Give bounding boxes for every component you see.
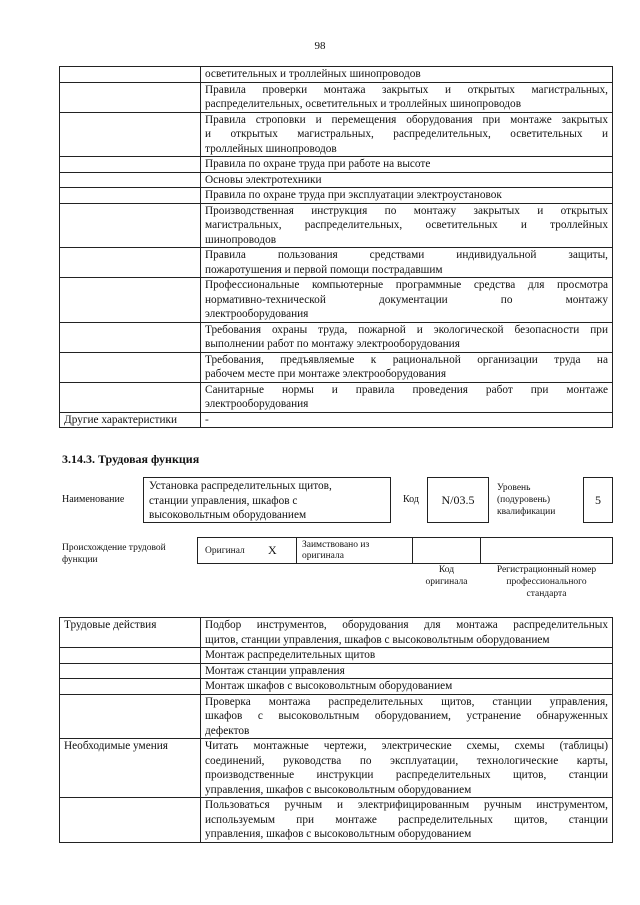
reg-number-label-line: профессионального — [506, 577, 587, 587]
row-content-line: Монтаж станции управления — [205, 664, 345, 677]
row-content-line: шкафов с высоковольтным оборудованием, устранение обнаруженных — [205, 710, 608, 722]
row-content — [201, 67, 613, 83]
row-content — [201, 172, 613, 188]
row-content-line: электрооборудования — [205, 398, 309, 410]
borrowed-label-line: оригинала — [302, 551, 344, 561]
row-content-line: осветительных и троллейных шинопроводов — [205, 68, 421, 80]
row-content — [201, 618, 613, 648]
level-value-box: 5 — [583, 477, 613, 523]
function-name-line: Установка распределительных щитов, — [149, 480, 332, 492]
row-content-line: управления, шкафов с высоковольтным оборудованием — [205, 828, 472, 840]
row-content-line: Правила пользования средствами индивидуальной защиты, — [205, 249, 608, 261]
row-label — [60, 188, 201, 204]
origin-label-line: Происхождение трудовой — [62, 543, 166, 553]
row-label: Трудовые действия — [60, 618, 201, 648]
table-row — [60, 663, 613, 679]
reg-number-label — [480, 564, 613, 600]
table-row — [60, 112, 613, 157]
row-content — [201, 188, 613, 204]
origin-code-label-line: Код — [438, 565, 455, 575]
table-row — [60, 203, 613, 248]
row-label — [60, 648, 201, 664]
level-label-line: (подуровень) — [497, 495, 551, 505]
row-label — [60, 112, 201, 157]
row-content-line: Проверка монтажа распределительных щитов, станции управления, — [205, 695, 608, 708]
function-name-line: станции управления, шкафов с — [149, 494, 298, 507]
row-content — [201, 248, 613, 278]
row-label — [60, 278, 201, 323]
original-label: Оригинал — [205, 546, 245, 556]
row-label — [60, 82, 201, 112]
row-content-line: Производственная инструкция по монтажу закрытых и открытых — [205, 204, 608, 217]
function-name-box — [143, 477, 391, 523]
origin-label — [62, 542, 166, 566]
row-content-line: Монтаж шкафов с высоковольтным оборудованием — [205, 680, 453, 692]
origin-code-label — [412, 564, 481, 588]
table-row — [60, 82, 613, 112]
table-row — [60, 278, 613, 323]
level-label — [497, 482, 555, 518]
row-content-line: троллейных шинопроводов — [205, 142, 337, 155]
name-label: Наименование — [62, 494, 125, 505]
row-content — [201, 694, 613, 739]
borrowed-label-line: Заимствовано из — [302, 540, 370, 550]
table-row — [60, 322, 613, 352]
reg-number-label-line: стандарта — [526, 589, 567, 599]
table-row — [60, 172, 613, 188]
origin-code-cell — [412, 537, 481, 564]
level-label-line: Уровень — [497, 483, 531, 493]
row-content-line: пожаротушения и первой помощи пострадавшим — [205, 263, 443, 276]
row-label — [60, 694, 201, 739]
table-row — [60, 67, 613, 83]
row-content — [201, 278, 613, 323]
row-label — [60, 798, 201, 843]
row-content — [201, 798, 613, 843]
row-content-line: рабочем месте при монтаже электрооборудования — [205, 368, 447, 380]
row-content-line: Правила проверки монтажа закрытых и открытых магистральных, — [205, 83, 608, 96]
reg-number-cell — [480, 537, 613, 564]
row-content — [201, 679, 613, 695]
row-content-line: Пользоваться ручным и электрифицированным ручным инструментом, — [205, 799, 608, 811]
row-content — [201, 382, 613, 412]
reg-number-label-line: Регистрационный номер — [496, 565, 597, 575]
row-content-line: распределительных, осветительных и троллейных шинопроводов — [205, 98, 522, 110]
table-row — [60, 694, 613, 739]
row-label — [60, 679, 201, 695]
row-content-line: соединений, руководства по эксплуатации, технологические карты, — [205, 754, 608, 767]
table-row — [60, 679, 613, 695]
row-label: Необходимые умения — [60, 739, 201, 798]
row-content-line: Правила по охране труда при работе на высоте — [205, 158, 431, 170]
table-row — [60, 648, 613, 664]
row-content-line: магистральных, распределительных, осветительных и троллейных — [205, 219, 608, 231]
row-content-line: - — [205, 413, 209, 426]
row-content — [201, 648, 613, 664]
row-label — [60, 352, 201, 382]
table-row — [60, 739, 613, 798]
row-content-line: Правила строповки и перемещения оборудования при монтаже закрытых — [205, 113, 608, 126]
row-label — [60, 172, 201, 188]
row-content — [201, 663, 613, 679]
row-content-line: Подбор инструментов, оборудования для монтажа распределительных — [205, 619, 608, 631]
row-label — [60, 203, 201, 248]
row-label — [60, 663, 201, 679]
code-value-box: N/03.5 — [427, 477, 489, 523]
row-content-line: управления, шкафов с высоковольтным оборудованием — [205, 783, 472, 796]
row-content-line: Основы электротехники — [205, 173, 322, 186]
table-row — [60, 798, 613, 843]
row-content — [201, 352, 613, 382]
level-label-line: квалификации — [497, 507, 556, 517]
borrowed-cell — [296, 537, 413, 564]
row-content-line: Правила по охране труда при эксплуатации электроустановок — [205, 189, 502, 201]
row-content — [201, 112, 613, 157]
page-number: 98 — [314, 40, 326, 52]
row-label — [60, 67, 201, 83]
row-content — [201, 322, 613, 352]
labor-actions-table — [59, 617, 613, 843]
row-content-line: и открытых магистральных, распределительных, осветительных и — [205, 128, 608, 140]
row-content-line: дефектов — [205, 724, 250, 737]
original-cell — [197, 537, 297, 564]
row-label — [60, 157, 201, 173]
row-label — [60, 322, 201, 352]
row-content-line: щитов, станции управления, шкафов с высоковольтным оборудованием — [205, 633, 550, 646]
table-row — [60, 618, 613, 648]
row-content — [201, 203, 613, 248]
table-row — [60, 188, 613, 204]
row-content — [201, 157, 613, 173]
table-row — [60, 352, 613, 382]
code-label: Код — [403, 494, 419, 505]
row-content-line: Требования, предъявляемые к рациональной организации труда на — [205, 353, 608, 366]
row-content-line: шинопроводов — [205, 233, 277, 246]
row-content-line: Профессиональные компьютерные программные средства для просмотра — [205, 279, 608, 291]
row-label — [60, 382, 201, 412]
row-content — [201, 82, 613, 112]
row-content-line: производственные инструкции распределительных щитов, станции — [205, 769, 608, 781]
row-content — [201, 412, 613, 428]
row-content-line: используемым при монтаже распределительных щитов, станции — [205, 813, 608, 826]
original-mark: X — [268, 543, 277, 557]
section-heading: 3.14.3. Трудовая функция — [62, 452, 200, 466]
knowledge-table — [59, 66, 613, 428]
row-content-line: выполнении работ по монтажу электрооборудования — [205, 338, 460, 350]
row-label — [60, 248, 201, 278]
origin-label-line: функции — [62, 555, 98, 565]
row-content-line: Санитарные нормы и правила проведения работ при монтаже — [205, 383, 608, 396]
row-content-line: электрооборудования — [205, 308, 309, 320]
row-content-line: нормативно-технической документации по монтажу — [205, 293, 608, 306]
row-label: Другие характеристики — [60, 412, 201, 428]
row-content-line: Читать монтажные чертежи, электрические схемы, схемы (таблицы) — [205, 740, 608, 752]
row-content-line: Монтаж распределительных щитов — [205, 649, 376, 661]
table-row — [60, 157, 613, 173]
row-content — [201, 739, 613, 798]
origin-code-label-line: оригинала — [425, 577, 468, 587]
function-name-line: высоковольтным оборудованием — [149, 509, 307, 521]
row-content-line: Требования охраны труда, пожарной и экологической безопасности при — [205, 323, 608, 336]
table-row — [60, 248, 613, 278]
table-row — [60, 382, 613, 412]
table-row — [60, 412, 613, 428]
